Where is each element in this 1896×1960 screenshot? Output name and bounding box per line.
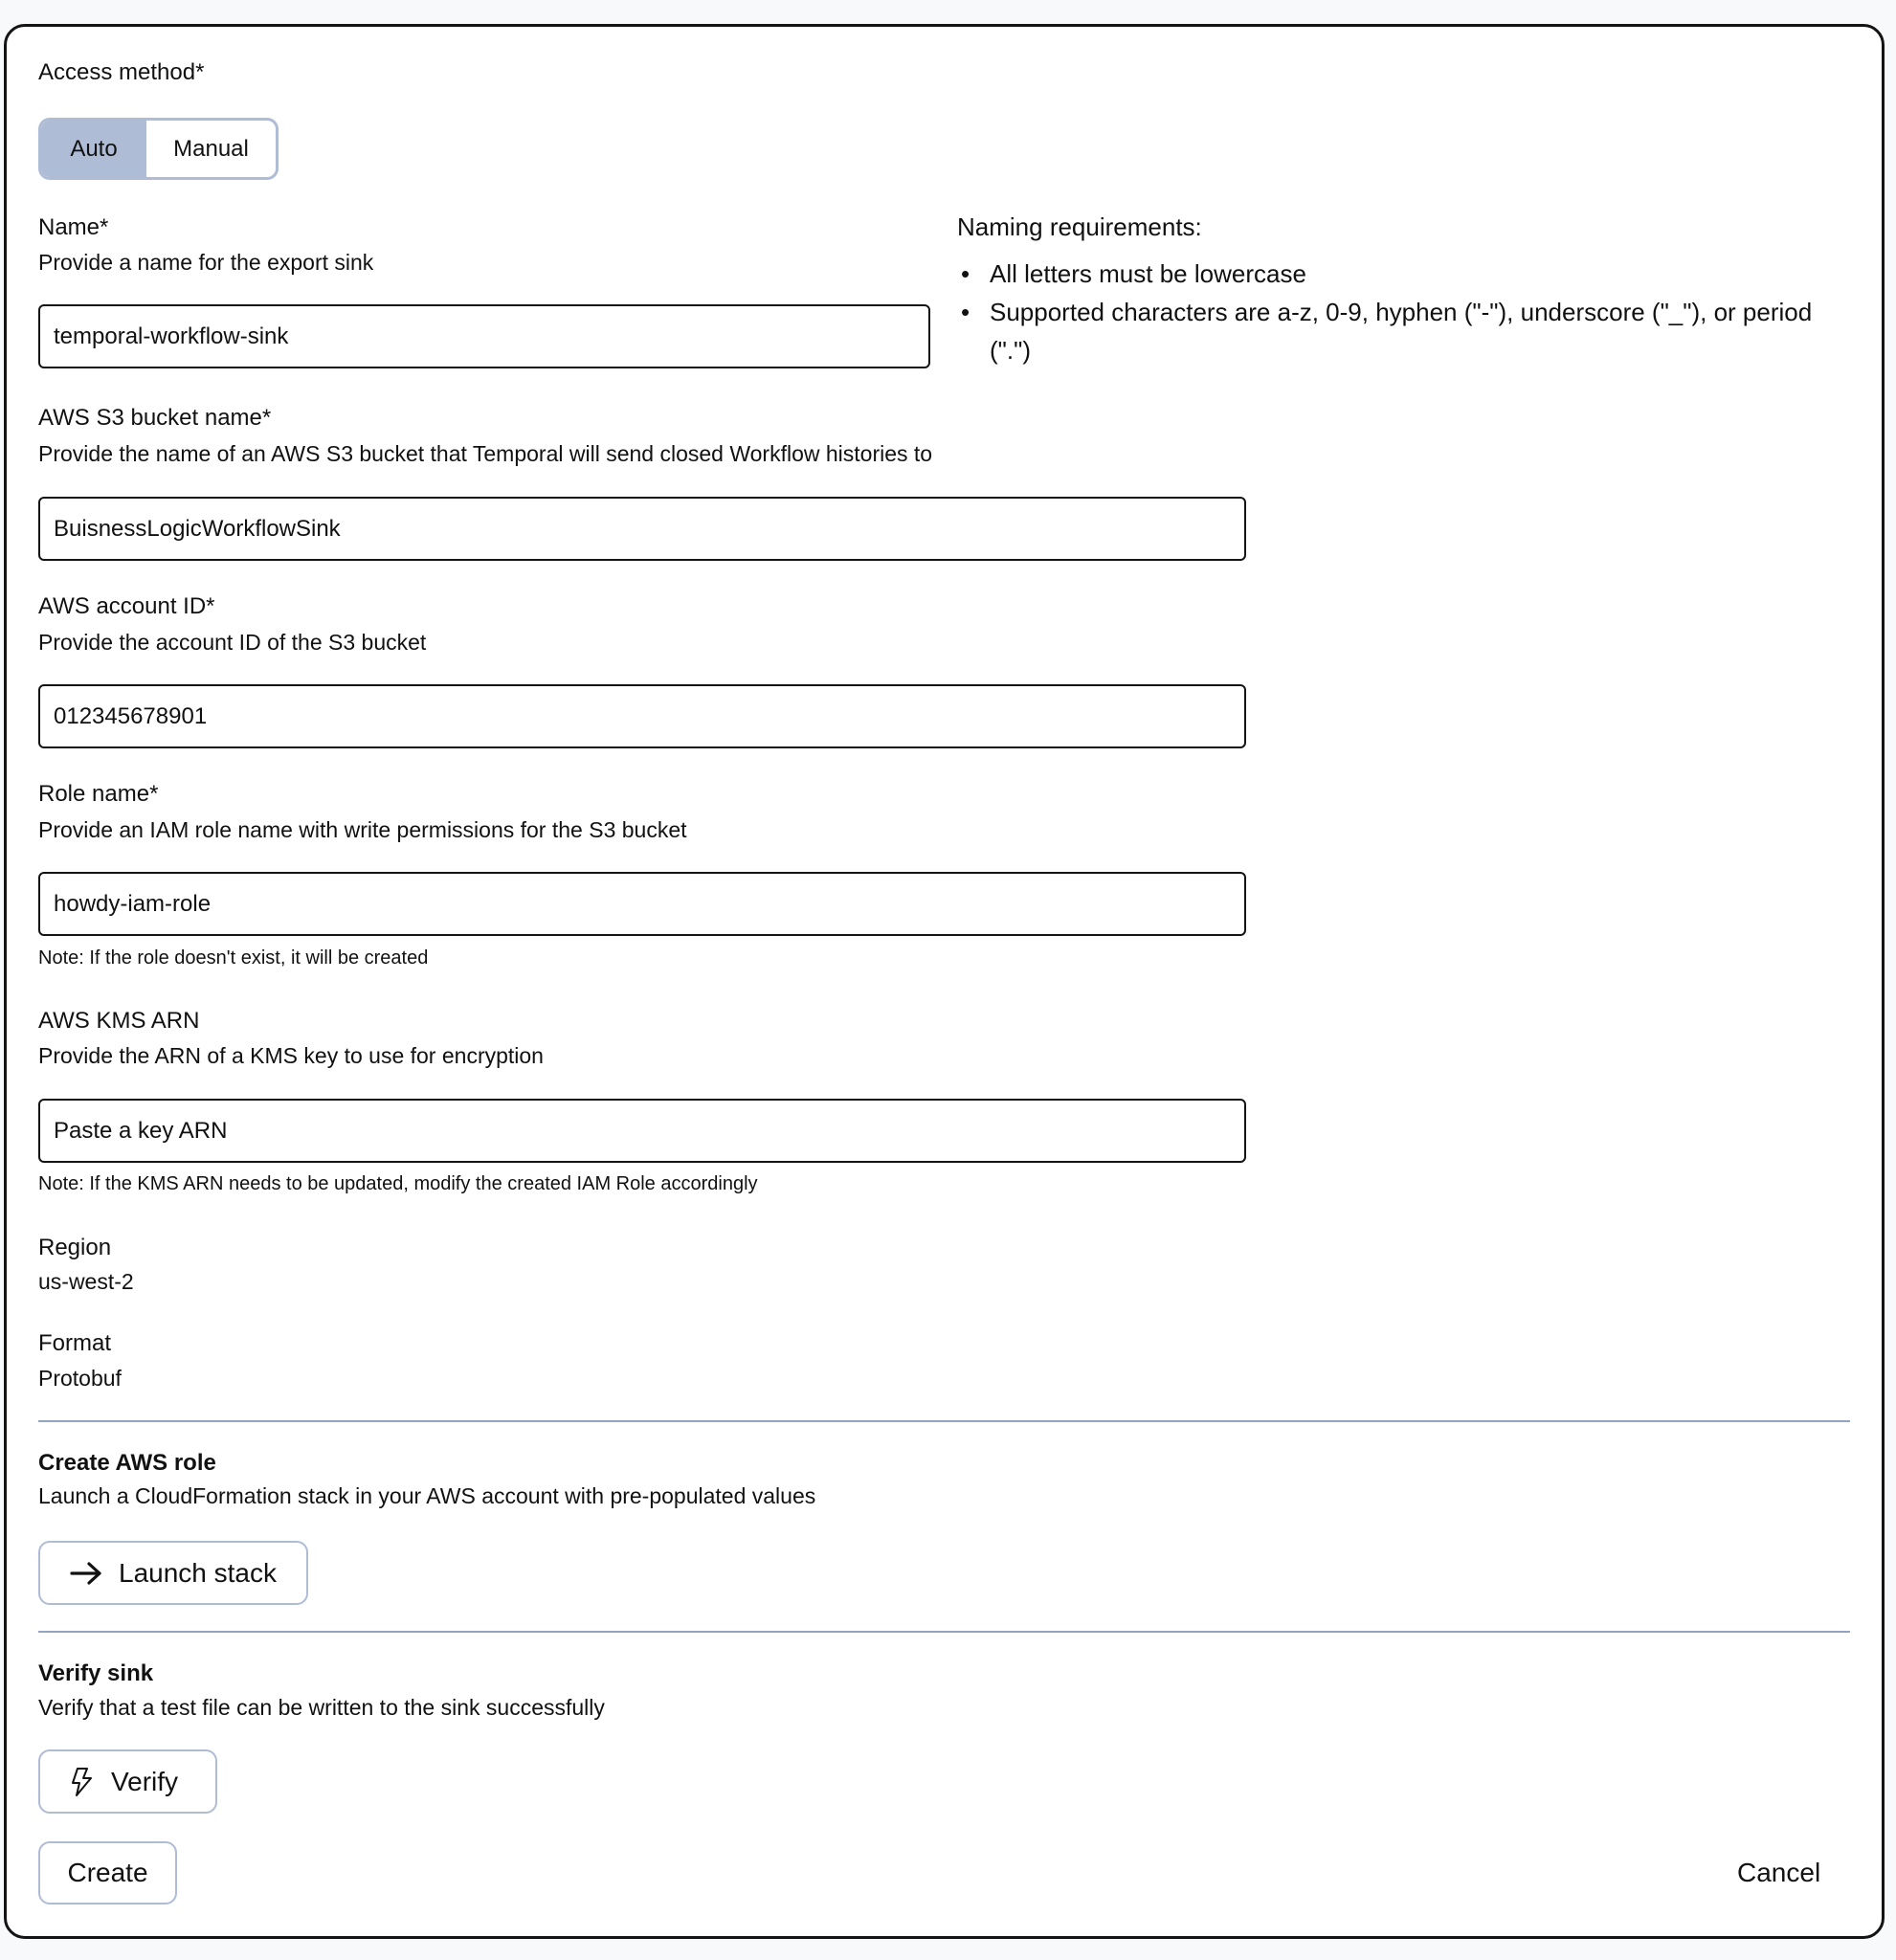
verify-label: Verify xyxy=(111,1766,179,1796)
access-method-auto[interactable]: Auto xyxy=(41,121,146,177)
lightning-icon xyxy=(69,1767,94,1797)
region-label: Region xyxy=(38,1235,112,1260)
create-role-title: Create AWS role xyxy=(38,1450,216,1476)
kms-help: Provide the ARN of a KMS key to use for encryption xyxy=(38,1043,544,1068)
account-label: AWS account ID* xyxy=(38,593,215,619)
launch-stack-label: Launch stack xyxy=(119,1557,277,1588)
verify-title: Verify sink xyxy=(38,1660,154,1686)
arrow-right-icon xyxy=(69,1560,103,1587)
role-input[interactable]: howdy-iam-role xyxy=(38,872,1246,936)
bucket-label: AWS S3 bucket name* xyxy=(38,405,272,431)
access-method-toggle xyxy=(38,118,279,180)
create-role-help: Launch a CloudFormation stack in your AWS account with pre-populated values xyxy=(38,1483,816,1508)
cancel-button[interactable]: Cancel xyxy=(1737,1858,1821,1887)
verify-button[interactable] xyxy=(38,1749,217,1814)
access-method-label: Access method* xyxy=(38,59,205,85)
verify-help: Verify that a test file can be written to the sink successfully xyxy=(38,1695,605,1720)
launch-stack-button[interactable] xyxy=(38,1541,308,1605)
role-help: Provide an IAM role name with write permissions for the S3 bucket xyxy=(38,817,687,842)
format-value: Protobuf xyxy=(38,1366,122,1391)
bucket-help: Provide the name of an AWS S3 bucket that Temporal will send closed Workflow histories to xyxy=(38,441,933,466)
naming-requirement: • All letters must be lowercase xyxy=(957,255,1847,293)
create-button[interactable]: Create xyxy=(38,1841,177,1904)
naming-requirement: • Supported characters are a-z, 0-9, hyphen ("-"), underscore ("_"), or period (".") xyxy=(957,293,1847,369)
divider xyxy=(38,1631,1850,1633)
role-note: Note: If the role doesn't exist, it will be created xyxy=(38,947,429,969)
name-input[interactable]: temporal-workflow-sink xyxy=(38,304,930,368)
role-label: Role name* xyxy=(38,781,159,807)
region-value: us-west-2 xyxy=(38,1269,134,1294)
naming-requirements-title: Naming requirements: xyxy=(957,212,1202,241)
kms-input[interactable]: Paste a key ARN xyxy=(38,1099,1246,1163)
naming-requirements-list xyxy=(957,255,1847,369)
format-label: Format xyxy=(38,1330,112,1356)
access-method-manual[interactable]: Manual xyxy=(173,135,249,162)
name-label: Name* xyxy=(38,214,109,240)
bucket-input[interactable]: BuisnessLogicWorkflowSink xyxy=(38,497,1246,561)
divider xyxy=(38,1420,1850,1422)
kms-label: AWS KMS ARN xyxy=(38,1008,200,1034)
name-help: Provide a name for the export sink xyxy=(38,250,374,275)
account-help: Provide the account ID of the S3 bucket xyxy=(38,630,427,655)
kms-note: Note: If the KMS ARN needs to be updated, modify the created IAM Role accordingly xyxy=(38,1173,758,1194)
account-input[interactable]: 012345678901 xyxy=(38,684,1246,748)
